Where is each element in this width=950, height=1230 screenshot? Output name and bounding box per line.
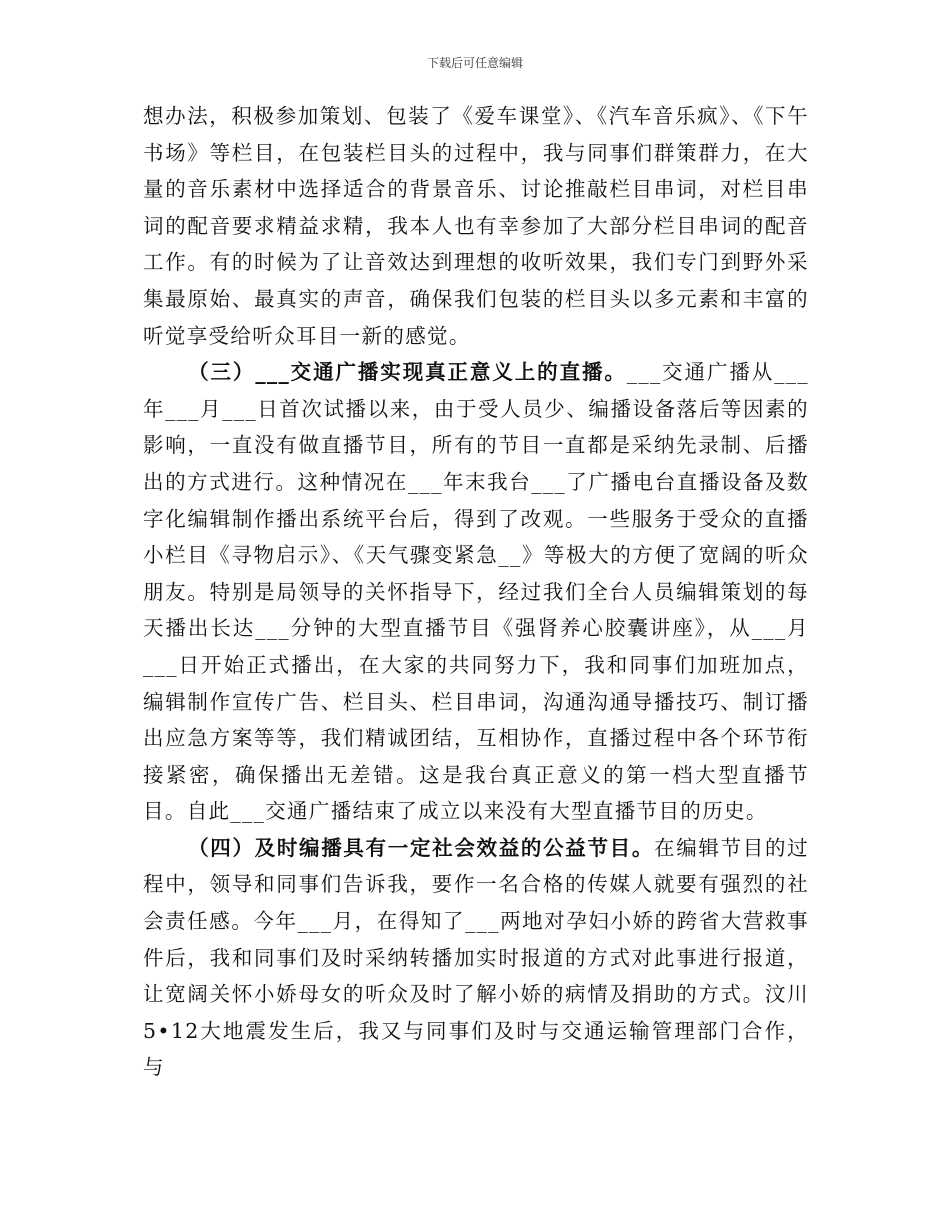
paragraph-2-heading: （三）___交通广播实现真正意义上的直播。 xyxy=(188,360,627,385)
paragraph-1-text: 想办法，积极参加策划、包装了《爱车课堂》、《汽车音乐疯》、《下午书场》等栏目，在包装栏目头的过程中，我与同事们群策群力，在大量的音乐素材中选择适合的背景音乐、讨论推敲栏目串词，对栏目串词的配音要求精益求精，我本人也有幸参加了大部分栏目串词的配音工作。有的时候为了让音效达到理想的收听效果，我们专门到野外采集最原始、最真实的声音，确保我们包装的栏目头以多元素和丰富的听觉享受给听众耳目一新的感觉。 xyxy=(143,104,809,348)
document-body xyxy=(143,98,809,1086)
paragraph-3-text: 在编辑节目的过程中，领导和同事们告诉我，要作一名合格的传媒人就要有强烈的社会责任感。今年___月，在得知了___两地对孕妇小娇的跨省大营救事件后，我和同事们及时采纳转播加实时报道的方式对此事进行报道，让宽阔关怀小娇母女的听众及时了解小娇的病情及捐助的方式。汶川5•12大地震发生后，我又与同事们及时与交通运输管理部门合作，与 xyxy=(143,835,809,1080)
page-header: 下载后可任意编辑 xyxy=(426,56,523,70)
paragraph-2-text: ___交通广播从___年___月___日首次试播以来，由于受人员少、编播设备落后等因素的影响，一直没有做直播节目，所有的节目一直都是采纳先录制、后播出的方式进行。这种情况在___年末我台___了广播电台直播设备及数字化编辑制作播出系统平台后，得到了改观。一些服务于受众的直播小栏目《寻物启示》、《天气骤变紧急__》等极大的方便了宽阔的听众朋友。特别是局领导的关怀指导下，经过我们全台人员编辑策划的每天播出长达___分钟的大型直播节目《强肾养心胶囊讲座》，从___月___日开始正式播出，在大家的共同努力下，我和同事们加班加点，编辑制作宣传广告、栏目头、栏目串词，沟通沟通导播技巧、制订播出应急方案等等，我们精诚团结，互相协作，直播过程中各个环节衔接紧密，确保播出无差错。这是我台真正意义的第一档大型直播节目。自此___交通广播结束了成立以来没有大型直播节目的历史。 xyxy=(143,360,809,824)
paragraph-3-heading: （四）及时编播具有一定社会效益的公益节目。 xyxy=(188,835,655,860)
paragraph-1 xyxy=(143,98,809,354)
paragraph-2 xyxy=(143,354,809,830)
paragraph-3 xyxy=(143,830,809,1086)
